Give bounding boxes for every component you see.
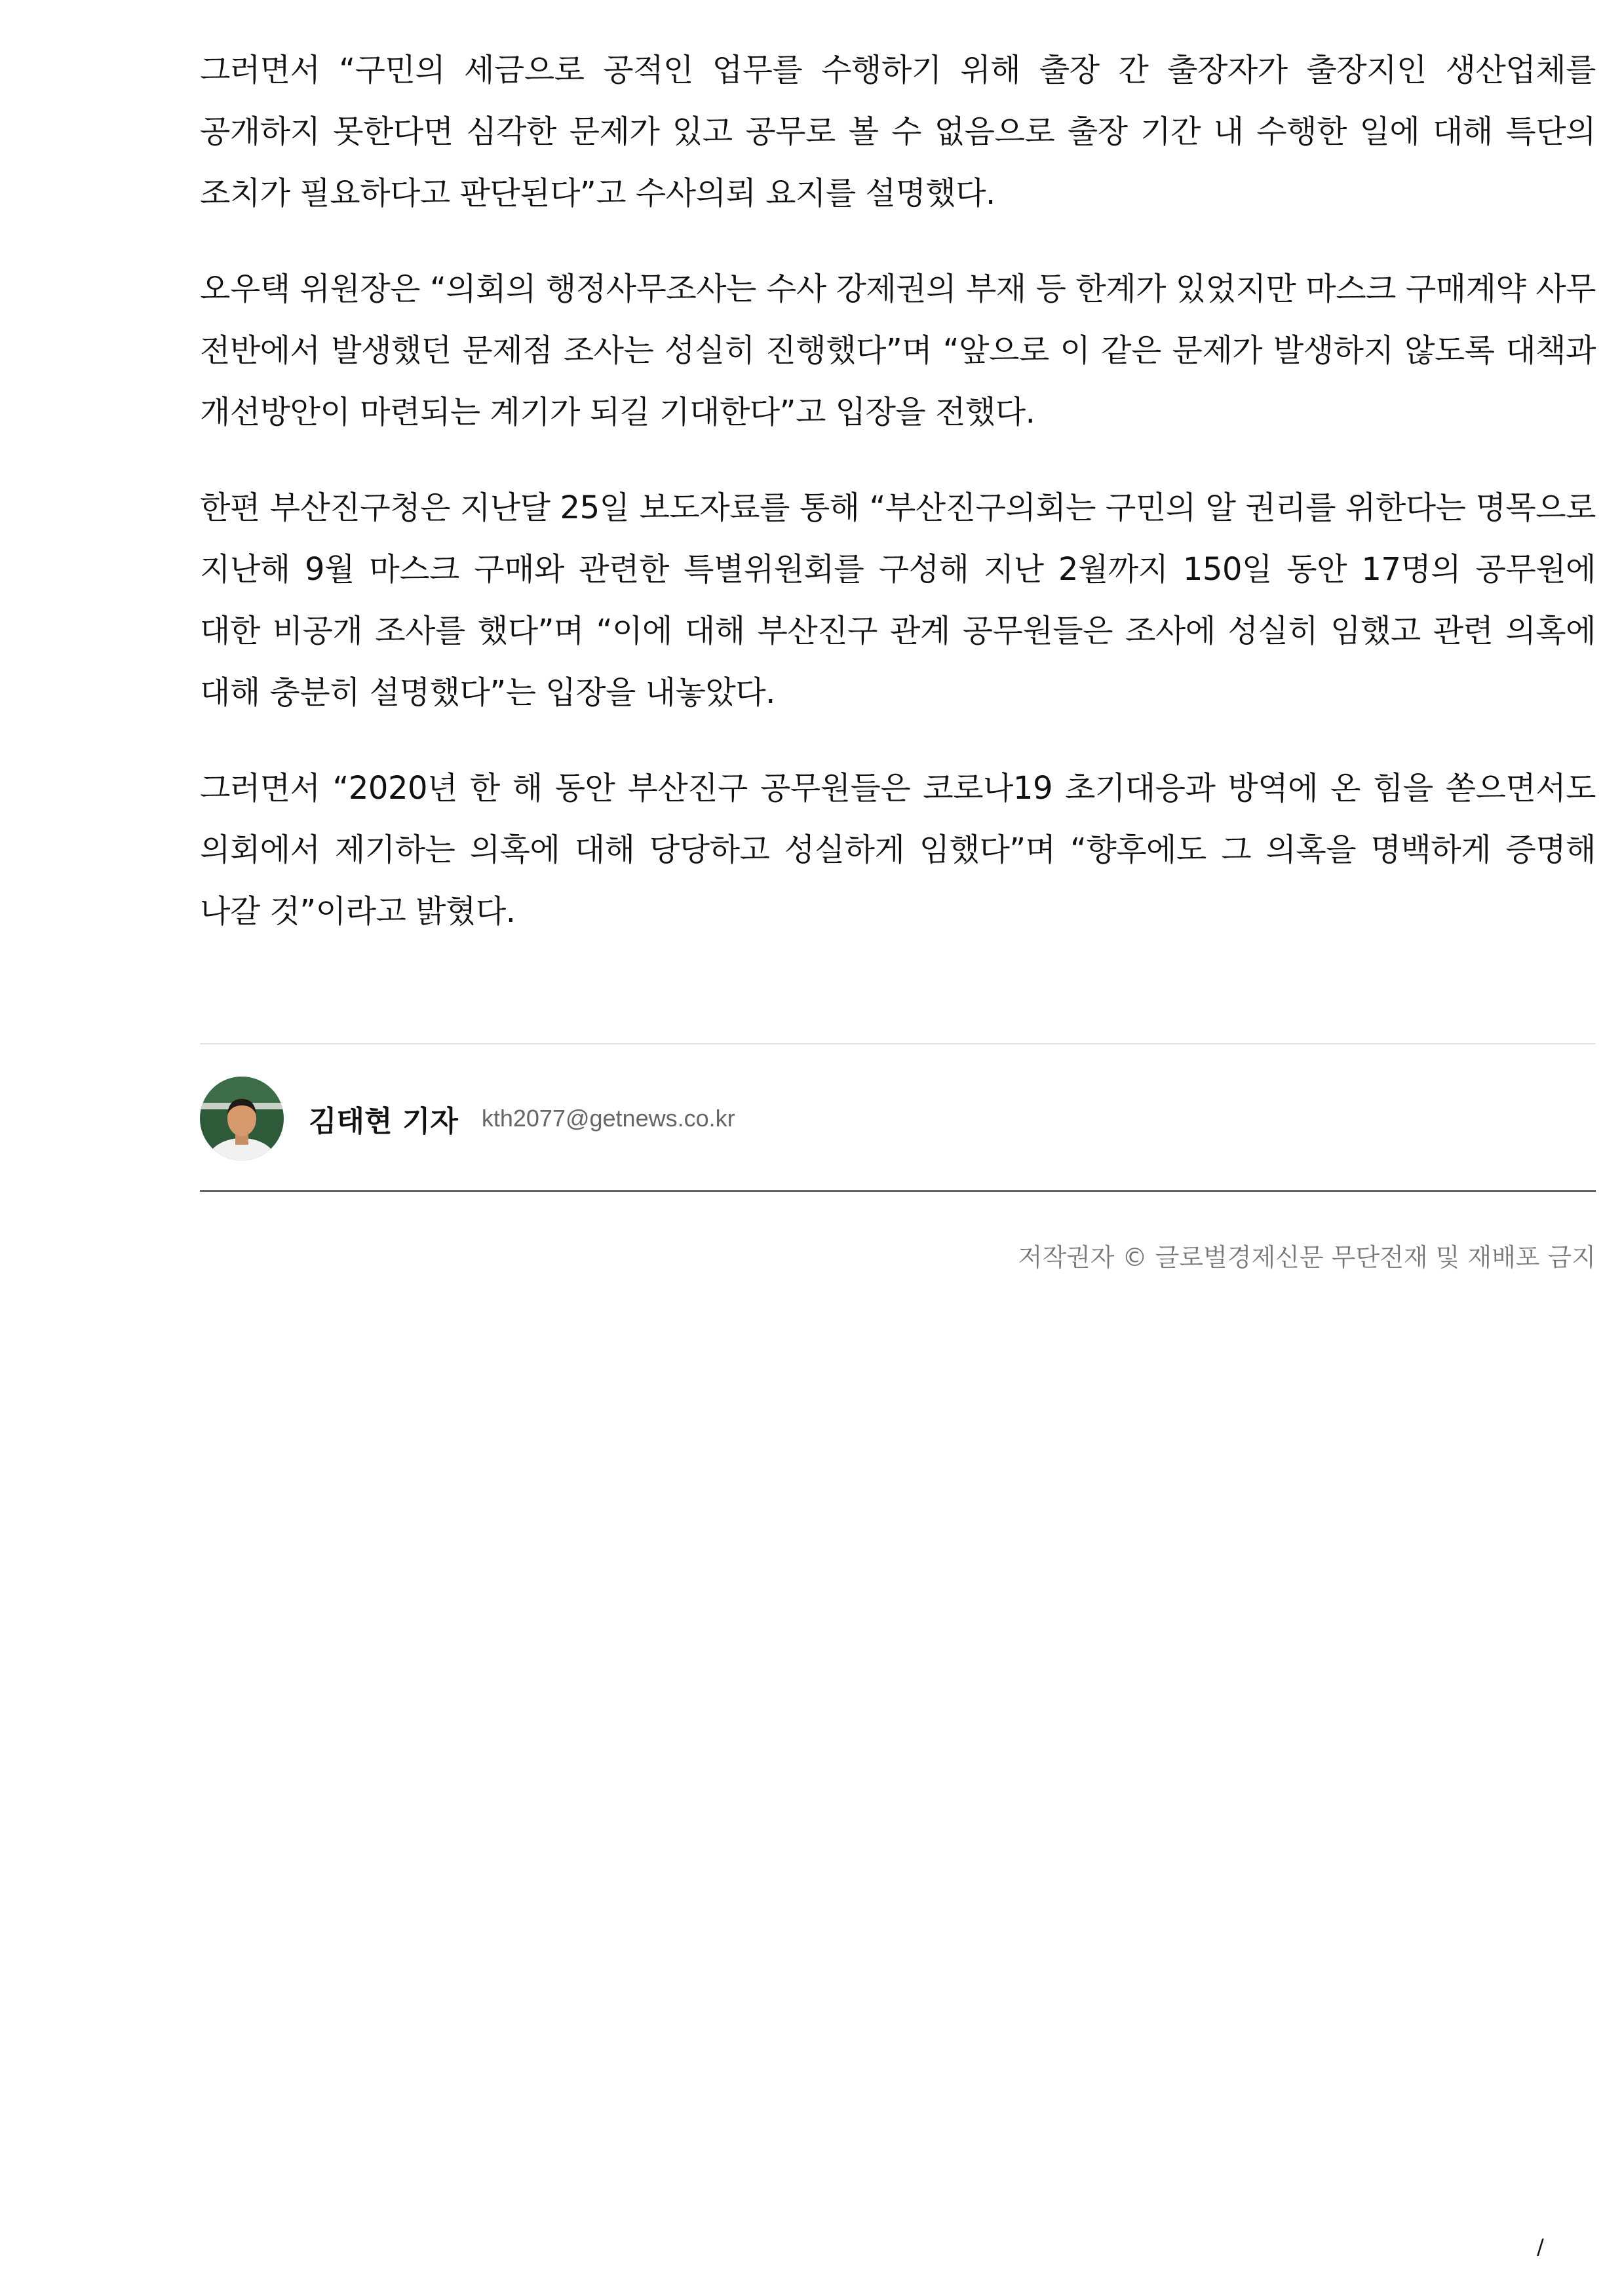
reporter-photo-icon — [200, 1077, 284, 1160]
byline-bottom-divider — [200, 1190, 1596, 1192]
article-paragraph-1: 그러면서 “구민의 세금으로 공적인 업무를 수행하기 위해 출장 간 출장자가 출장지인 생산업체를 공개하지 못한다면 심각한 문제가 있고 공무로 볼 수 없음으로 출장 기간 내 수행한 일에 대해 특단의 조치가 필요하다고 판단된다”고 수사의뢰 요지를 설명했다. — [200, 52, 1596, 212]
article-paragraph-2: 오우택 위원장은 “의회의 행정사무조사는 수사 강제권의 부재 등 한계가 있었지만 마스크 구매계약 사무 전반에서 발생했던 문제점 조사는 성실히 진행했다”며 “앞으로 이 같은 문제가 발생하지 않도록 대책과 개선방안이 마련되는 계기가 되길 기대한다”고 입장을 전했다. — [200, 271, 1596, 430]
reporter-avatar[interactable] — [200, 1077, 284, 1160]
reporter-name: 김태현 기자 — [309, 1105, 458, 1138]
copyright-notice: 저작권자 © 글로벌경제신문 무단전재 및 재배포 금지 — [1018, 1243, 1596, 1272]
byline-top-divider — [200, 1043, 1596, 1044]
article-body — [200, 39, 1596, 976]
reporter-byline — [200, 1076, 1596, 1161]
reporter-email[interactable]: kth2077@getnews.co.kr — [481, 1105, 735, 1132]
article-paragraph-4: 그러면서 “2020년 한 해 동안 부산진구 공무원들은 코로나19 초기대응과 방역에 온 힘을 쏟으면서도 의회에서 제기하는 의혹에 대해 당당하고 성실하게 임했다”며 “향후에도 그 의혹을 명백하게 증명해 나갈 것”이라고 밝혔다. — [200, 770, 1596, 930]
article-paragraph-3: 한편 부산진구청은 지난달 25일 보도자료를 통해 “부산진구의회는 구민의 알 권리를 위한다는 명목으로 지난해 9월 마스크 구매와 관련한 특별위원회를 구성해 지난 2월까지 150일 동안 17명의 공무원에 대한 비공개 조사를 했다”며 “이에 대해 부산진구 관계 공무원들은 조사에 성실히 임했고 관련 의혹에 대해 충분히 설명했다”는 입장을 내놓았다. — [200, 489, 1596, 711]
page-marker: / — [1537, 2234, 1544, 2259]
